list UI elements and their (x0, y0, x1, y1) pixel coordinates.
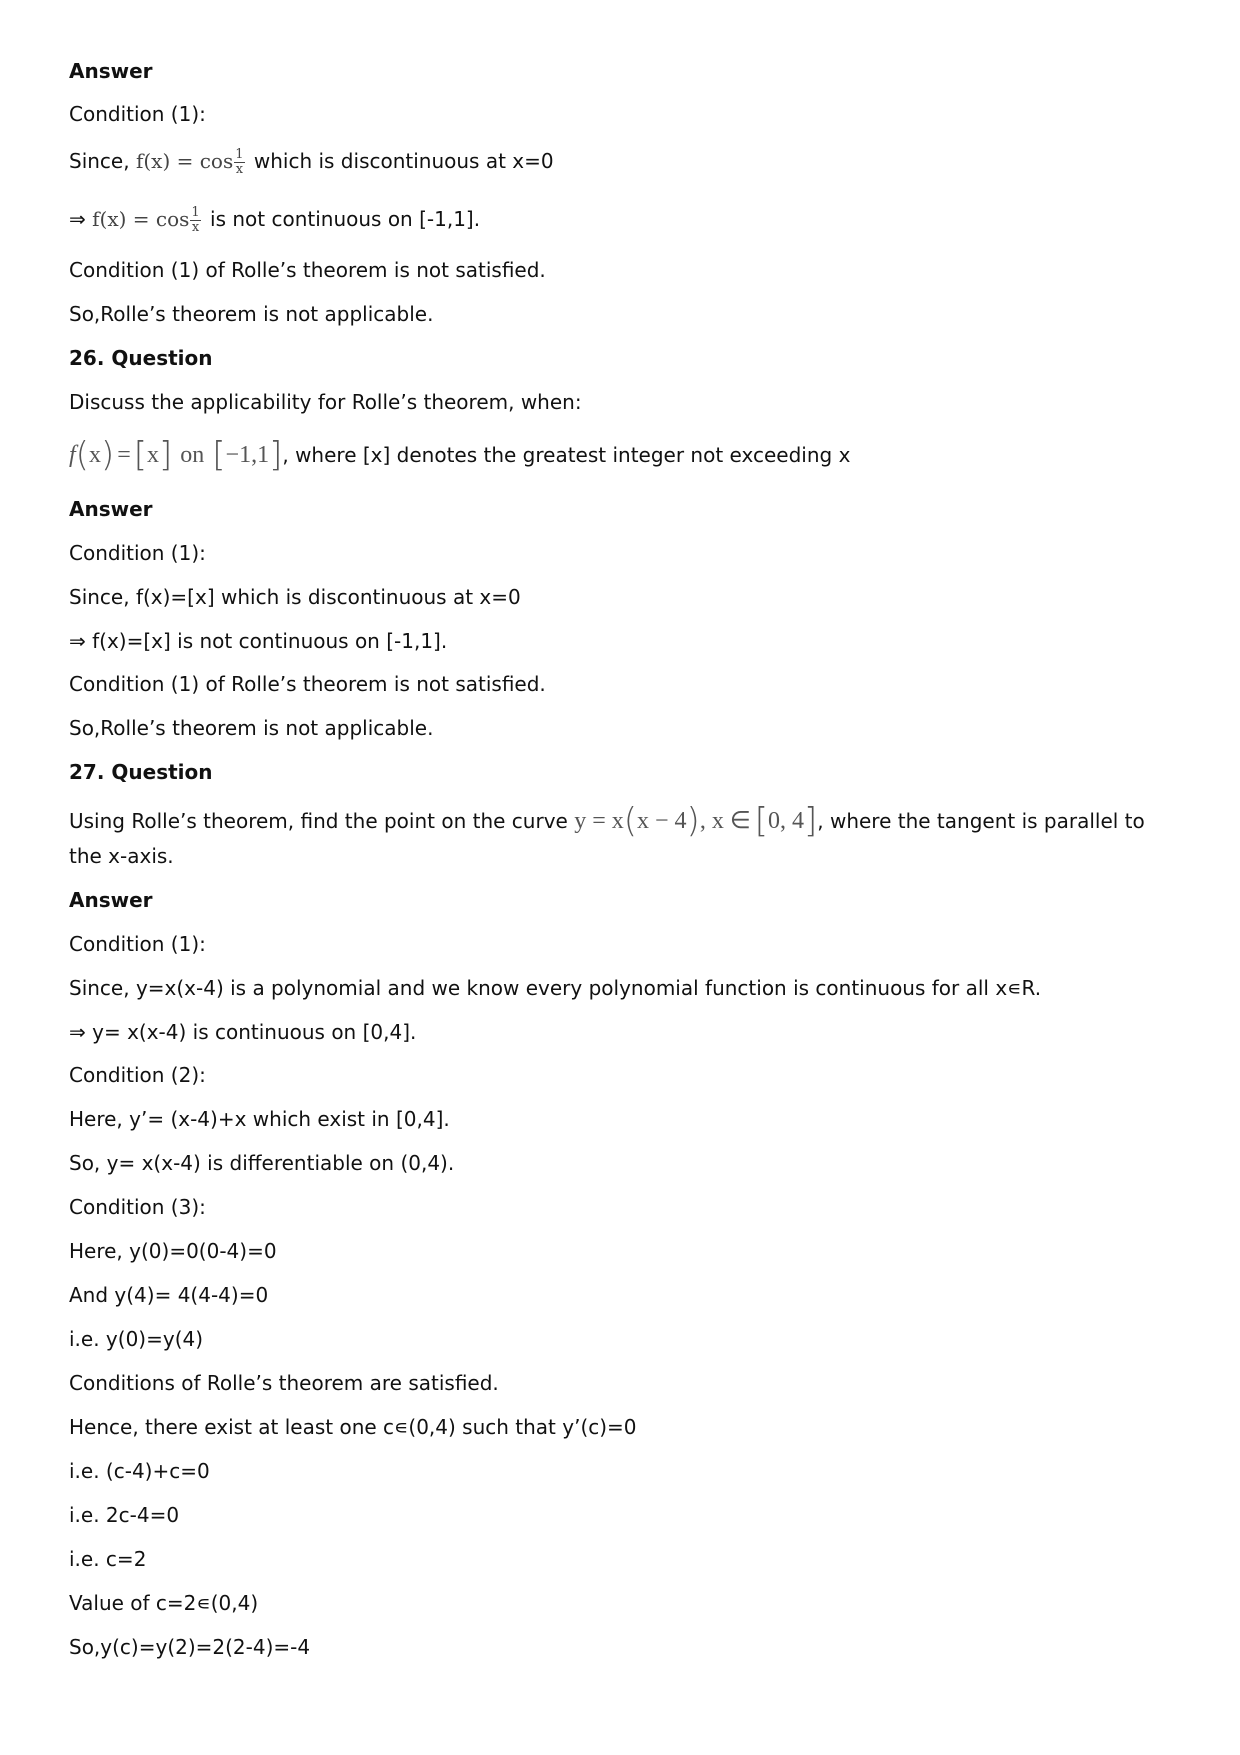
text-run: Using Rolle’s theorem, find the point on the curve (69, 809, 575, 833)
formula: x − 4 (637, 808, 687, 834)
paragraph: So,Rolle’s theorem is not applicable. (69, 302, 434, 326)
paragraph: i.e. c=2 (69, 1547, 147, 1571)
formula: f(x) = cos (135, 149, 234, 173)
paragraph: Condition (1): (69, 932, 206, 956)
formula: f(x) = cos (92, 207, 190, 231)
answer-heading: Answer (69, 888, 153, 912)
question-heading: 26. Question (69, 346, 213, 370)
fraction-numerator: 1 (191, 205, 200, 220)
paragraph: Conditions of Rolle’s theorem are satisfied. (69, 1371, 499, 1395)
fraction (234, 148, 244, 177)
formula: = (117, 442, 131, 468)
text-run: ⇒ (69, 207, 93, 231)
paragraph: And y(4)= 4(4-4)=0 (69, 1283, 269, 1307)
paragraph: Here, y(0)=0(0-4)=0 (69, 1239, 277, 1263)
text-run: is not continuous on [-1,1]. (203, 207, 481, 231)
paragraph: So,Rolle’s theorem is not applicable. (69, 716, 434, 740)
paragraph: ⇒ y= x(x-4) is continuous on [0,4]. (69, 1020, 417, 1044)
paragraph-with-formula (69, 206, 480, 235)
paragraph-with-formula: Using Rolle’s theorem, find the point on the curve y = x(x − 4), x ∈ [0, 4], where the tangent is parallel to (69, 801, 1145, 841)
fraction-numerator: 1 (235, 147, 244, 162)
paragraph: the x-axis. (69, 844, 174, 868)
paragraph: ⇒ f(x)=[x] is not continuous on [-1,1]. (69, 629, 448, 653)
paragraph: Condition (3): (69, 1195, 206, 1219)
paragraph: Hence, there exist at least one c∊(0,4) such that y’(c)=0 (69, 1415, 637, 1439)
paragraph: Discuss the applicability for Rolle’s theorem, when: (69, 390, 582, 414)
text-run: which is discontinuous at x=0 (247, 149, 554, 173)
paragraph-with-formula: f(x) =[x] on [−1,1], where [x] denotes the greatest integer not exceeding x (69, 435, 851, 475)
formula: x (147, 442, 160, 468)
paragraph: Condition (1): (69, 541, 206, 565)
formula: on (180, 442, 205, 468)
paragraph: i.e. (c-4)+c=0 (69, 1459, 210, 1483)
answer-heading: Answer (69, 497, 153, 521)
formula: , x ∈ (699, 808, 751, 834)
paragraph: i.e. y(0)=y(4) (69, 1327, 204, 1351)
formula: f (69, 442, 76, 468)
text-run: Since, (69, 149, 136, 173)
formula: y = x (574, 808, 624, 834)
paragraph: i.e. 2c-4=0 (69, 1503, 180, 1527)
paragraph: Condition (2): (69, 1063, 206, 1087)
paragraph: Condition (1) of Rolle’s theorem is not satisfied. (69, 672, 546, 696)
paragraph: Here, y’= (x-4)+x which exist in [0,4]. (69, 1107, 450, 1131)
fraction-denominator: x (191, 220, 200, 235)
question-heading: 27. Question (69, 760, 213, 784)
text-run: , where [x] denotes the greatest integer not exceeding x (282, 443, 851, 467)
text-run: , where the tangent is parallel to (817, 809, 1145, 833)
paragraph: Condition (1): (69, 102, 206, 126)
paragraph: Value of c=2∊(0,4) (69, 1591, 259, 1615)
formula: 0, 4 (767, 808, 804, 834)
paragraph-with-formula (69, 148, 554, 177)
answer-heading: Answer (69, 59, 153, 83)
paragraph: Since, y=x(x-4) is a polynomial and we know every polynomial function is continuous for all x∊R. (69, 976, 1042, 1000)
paragraph: Since, f(x)=[x] which is discontinuous at x=0 (69, 585, 521, 609)
fraction-denominator: x (235, 162, 244, 177)
paragraph: Condition (1) of Rolle’s theorem is not satisfied. (69, 258, 546, 282)
paragraph: So,y(c)=y(2)=2(2-4)=-4 (69, 1635, 311, 1659)
paragraph: So, y= x(x-4) is differentiable on (0,4). (69, 1151, 455, 1175)
formula: x (88, 442, 101, 468)
fraction (190, 206, 200, 235)
formula: −1,1 (225, 442, 270, 468)
